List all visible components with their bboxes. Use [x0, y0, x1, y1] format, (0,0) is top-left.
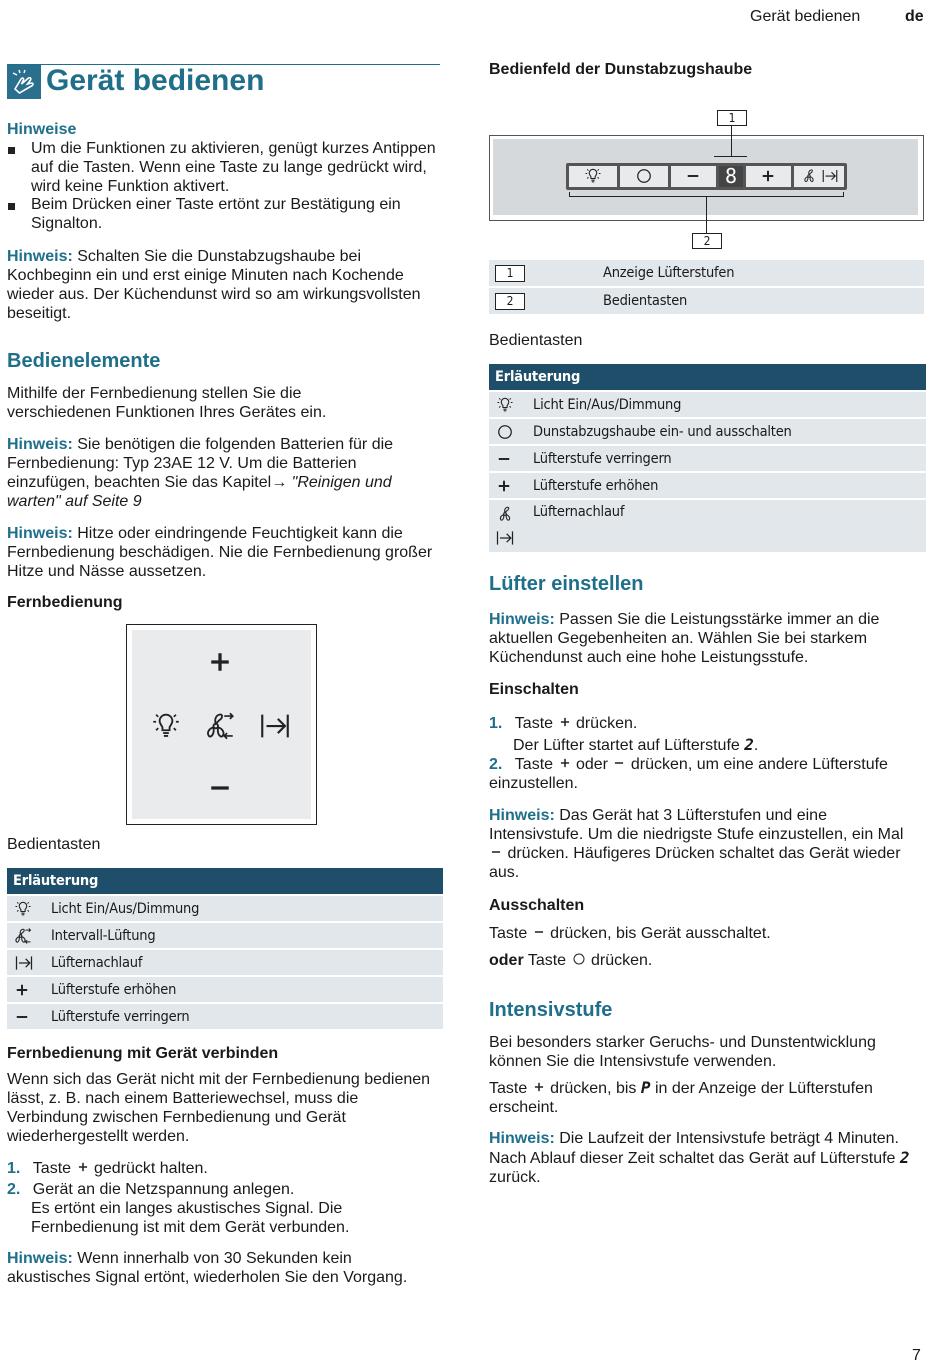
fan-off-line-1: Taste drücken, bis Gerät ausschaltet.	[489, 925, 771, 942]
hood-power-key[interactable]	[620, 166, 668, 187]
fan-icon	[800, 167, 818, 185]
fan-on-step-2: 2. Taste oder drücken, um eine andere Lüfterstufe einzustellen.	[489, 756, 888, 792]
table-header: Erläuterung	[7, 868, 443, 894]
panel-title: Bedienfeld der Dunstabzugshaube	[489, 61, 753, 78]
table-row: Lüfterstufe erhöhen	[7, 977, 443, 1002]
fan-overrun-icon	[13, 953, 35, 973]
remote-plus-icon	[205, 647, 235, 677]
minus-icon	[612, 756, 626, 770]
light-icon	[583, 166, 603, 186]
intensive-hint: Hinweis: Die Laufzeit der Intensivstufe beträgt 4 Minuten. Nach Ablauf dieser Zeit schaltet das Gerät auf Lüfterstufe 2 zurück.	[489, 1130, 910, 1186]
remote-minus-icon	[205, 773, 235, 803]
minus-icon	[495, 450, 513, 468]
table-row: Lüfterstufe verringern	[7, 1004, 443, 1029]
fan-level-digit: 2	[899, 1148, 910, 1167]
note-item-2: Beim Drücken einer Taste ertönt zur Bestätigung ein Signalton.	[31, 196, 401, 232]
section-intensive: Intensivstufe	[489, 999, 613, 1021]
remote-overrun-icon	[255, 709, 295, 743]
power-circle-icon	[571, 951, 587, 967]
remote-light-icon	[149, 709, 183, 743]
cross-reference-link[interactable]: "Reinigen und warten" auf Seite 9	[7, 474, 392, 510]
hood-keys-table	[489, 364, 926, 552]
hood-fan-overrun-key[interactable]	[794, 166, 844, 187]
title-icon	[7, 65, 41, 99]
light-icon	[13, 899, 33, 919]
remote-keys-table	[7, 868, 443, 1029]
plus-icon	[558, 715, 572, 729]
notes-title: Hinweise	[7, 121, 77, 138]
fan-on-step-1: 1. Taste drücken.	[489, 715, 638, 732]
table-row: Licht Ein/Aus/Dimmung	[489, 392, 926, 417]
plus-icon	[76, 1160, 90, 1174]
legend-row: 1 Anzeige Lüfterstufen	[489, 260, 924, 286]
hand-touch-icon	[7, 65, 41, 99]
hood-light-key[interactable]	[569, 166, 617, 187]
hint-heat: Hinweis: Hitze oder eindringende Feuchtigkeit kann die Fernbedienung beschädigen. Nie die Fernbedienung großer Hitze und Nässe aussetzen.	[7, 525, 433, 580]
intensive-display-symbol: P	[640, 1078, 651, 1097]
section-bedienelemente: Bedienelemente	[7, 350, 161, 372]
fan-off-title: Ausschalten	[489, 897, 585, 914]
hood-control-panel-figure	[489, 108, 924, 253]
table-header: Erläuterung	[489, 364, 926, 390]
plus-icon	[532, 1080, 546, 1094]
table-row: Lüfterstufe erhöhen	[489, 473, 926, 498]
page-number: 7	[912, 1347, 921, 1364]
minus-icon	[13, 1008, 31, 1026]
fan-level-display: 8	[719, 166, 743, 187]
connect-step-2-result: Es ertönt ein langes akustisches Signal. Die Fernbedienung ist mit dem Gerät verbunden.	[31, 1200, 350, 1236]
connect-hint: Hinweis: Wenn innerhalb von 30 Sekunden kein akustisches Signal ertönt, wiederholen Sie den Vorgang.	[7, 1250, 408, 1286]
panel-keys-label: Bedientasten	[489, 332, 583, 349]
callout-2: 2	[692, 233, 722, 249]
light-icon	[495, 395, 515, 415]
hood-plus-key[interactable]	[746, 166, 791, 187]
fan-on-title: Einschalten	[489, 681, 579, 698]
bullet	[8, 147, 15, 154]
remote-figure	[126, 624, 317, 825]
table-row: Lüfterstufe verringern	[489, 446, 926, 471]
fan-off-line-2: oder Taste drücken.	[489, 952, 653, 969]
table-row: Licht Ein/Aus/Dimmung	[7, 896, 443, 921]
table-row: Dunstabzugshaube ein- und ausschalten	[489, 419, 926, 444]
hint-batteries: Hinweis: Sie benötigen die folgenden Batterien für die Fernbedienung: Typ 23AE 12 V. Um die Batterien einzufügen, beachten Sie das Kapitel→ "Reinigen und warten" auf Seite 9	[7, 436, 394, 510]
table-row: Intervall-Lüftung	[7, 923, 443, 948]
plus-icon	[495, 477, 513, 495]
page-title: Gerät bedienen	[46, 64, 265, 97]
fan-levels-hint: Hinweis: Das Gerät hat 3 Lüfterstufen und eine Intensivstufe. Um die niedrigste Stufe einzustellen, ein Mal drücken. Häufigeres Drücken schaltet das Gerät wieder aus.	[489, 807, 904, 881]
interval-fan-icon	[13, 926, 33, 946]
power-circle-icon	[634, 166, 654, 186]
callout-1: 1	[717, 110, 747, 126]
plus-icon	[558, 756, 572, 770]
section-fan: Lüfter einstellen	[489, 573, 644, 595]
intensive-step: Taste drücken, bis P in der Anzeige der Lüfterstufen erscheint.	[489, 1078, 873, 1116]
plus-icon	[13, 981, 31, 999]
minus-icon	[684, 166, 702, 186]
hood-minus-key[interactable]	[671, 166, 716, 187]
table-row: Lüfternachlauf	[7, 950, 443, 975]
plus-icon	[759, 166, 777, 186]
connect-title: Fernbedienung mit Gerät verbinden	[7, 1045, 279, 1062]
header-section: Gerät bedienen	[750, 8, 861, 25]
connect-step-2: 2. Gerät an die Netzspannung anlegen.	[7, 1181, 295, 1198]
power-circle-icon	[495, 422, 515, 442]
connect-intro: Wenn sich das Gerät nicht mit der Fernbedienung bedienen lässt, z. B. nach einem Batteriewechsel, muss die Verbindung zwischen Fernbedienung und Gerät wiederhergestellt werden.	[7, 1071, 431, 1145]
note-item-1: Um die Funktionen zu aktivieren, genügt kurzes Antippen auf die Tasten. Wenn eine Taste zu lange gedrückt wird, wird keine Funktion aktivert.	[31, 140, 436, 195]
bedienelemente-intro: Mithilfe der Fernbedienung stellen Sie die verschiedenen Funktionen Ihres Gerätes ein.	[7, 385, 327, 421]
minus-icon	[489, 845, 503, 859]
fan-overrun-icon	[495, 528, 515, 548]
fan-hint: Hinweis: Passen Sie die Leistungsstärke immer an die aktuellen Gegebenheiten an. Wählen Sie bei starkem Küchendunst auch eine hohe Leistungsstufe.	[489, 611, 880, 666]
header-lang: de	[905, 8, 924, 25]
hint-cooking: Hinweis: Schalten Sie die Dunstabzugshaube bei Kochbeginn ein und erst einige Minuten nach Kochende wieder aus. Der Küchendunst wird so am wirkungsvollsten beseitigt.	[7, 248, 421, 322]
connect-step-1: 1. Taste gedrückt halten.	[7, 1160, 208, 1177]
bullet	[8, 203, 15, 210]
fan-overrun-icon	[820, 167, 840, 185]
fan-icon	[495, 504, 515, 524]
remote-interval-fan-icon	[203, 709, 237, 743]
table-row: Lüfternachlauf	[489, 500, 926, 552]
panel-legend	[489, 260, 924, 314]
fan-level-digit: 2	[744, 735, 754, 754]
remote-title: Fernbedienung	[7, 594, 123, 611]
page-header	[750, 8, 860, 26]
fan-on-step-1-result: Der Lüfter startet auf Lüfterstufe 2.	[513, 735, 759, 754]
remote-keys-label: Bedientasten	[7, 836, 101, 853]
minus-icon	[532, 925, 546, 939]
legend-row: 2 Bedientasten	[489, 288, 924, 314]
intensive-intro: Bei besonders starker Geruchs- und Dunstentwicklung können Sie die Intensivstufe verwenden.	[489, 1034, 876, 1070]
